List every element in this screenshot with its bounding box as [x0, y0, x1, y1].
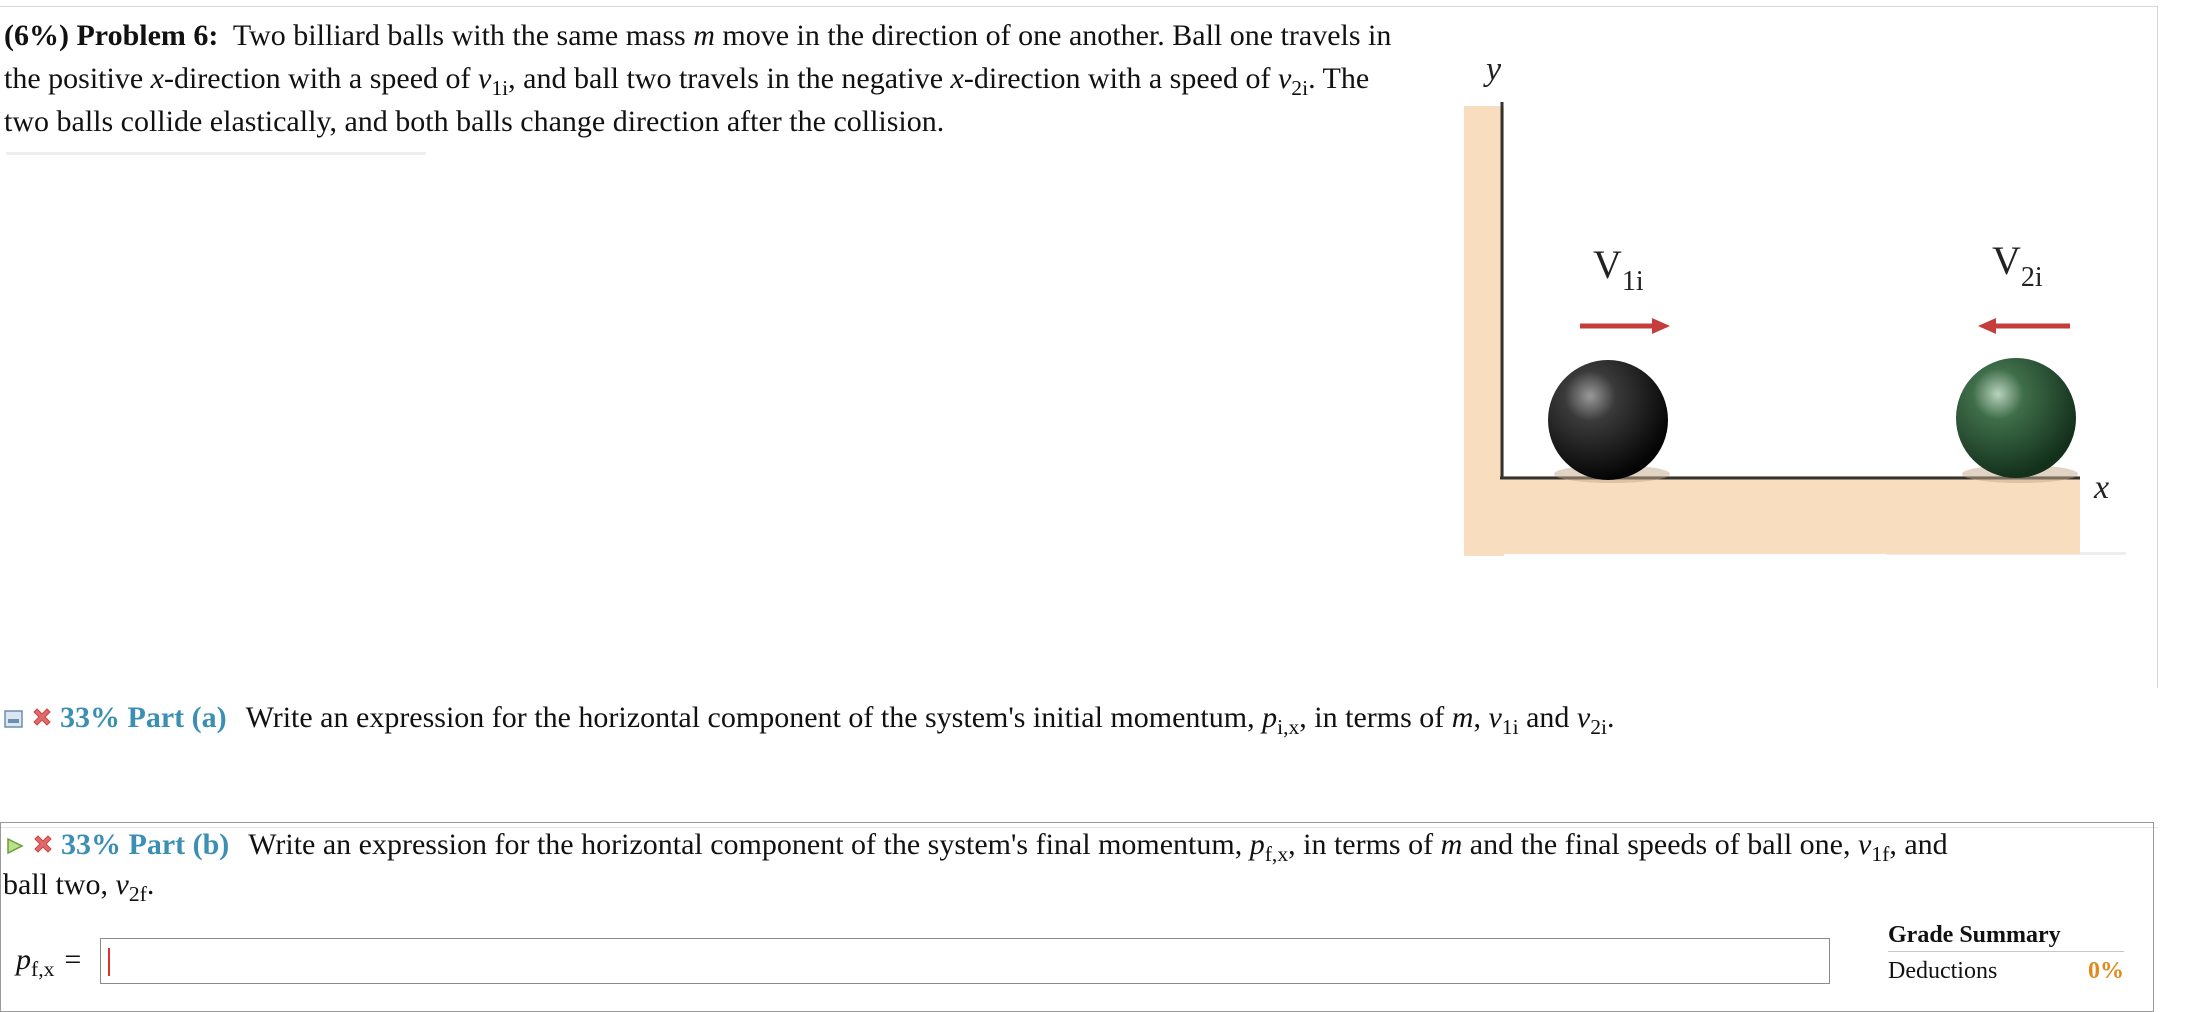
part-a-comma: ,: [1473, 701, 1489, 734]
part-b-text-2: , in terms of: [1288, 828, 1441, 861]
problem-text-5: -direction with a speed of: [963, 62, 1278, 95]
y-axis-label: y: [1486, 51, 1502, 88]
v2f-subscript: 2f: [128, 881, 147, 906]
ball-one-arrow-head: [1652, 318, 1670, 334]
v2i-subscript: 2i: [1291, 75, 1309, 100]
collision-figure: [1460, 40, 2160, 580]
v1f-subscript: 1f: [1871, 841, 1890, 866]
pfx-symbol: p: [1249, 828, 1265, 861]
grade-summary: [1888, 922, 2124, 1001]
answer-label-subscript: f,x: [31, 956, 55, 981]
mass-symbol-b: m: [1440, 828, 1463, 861]
deductions-label: Deductions: [1888, 958, 1998, 984]
x-symbol-2: x: [950, 62, 964, 95]
grade-summary-title: Grade Summary: [1888, 922, 2124, 952]
v2i-symbol: v: [1277, 62, 1292, 95]
floor-shading: [1464, 476, 2080, 554]
part-a-and: and: [1518, 701, 1577, 734]
part-b-percent: 33%: [61, 828, 121, 861]
part-b-label[interactable]: Part (b): [128, 828, 230, 861]
part-b-end: .: [146, 868, 155, 901]
problem-weight: (6%): [4, 19, 69, 52]
answer-label: [16, 940, 81, 980]
answer-equals: =: [64, 943, 82, 976]
ball-two-velocity-label: $V_{2i}$: [1992, 238, 2043, 293]
v1i-symbol-a: v: [1488, 701, 1502, 734]
text-caret: [108, 948, 110, 976]
part-a-text-2: , in terms of: [1299, 701, 1452, 734]
part-b-text-3: and the final speeds of ball one,: [1462, 828, 1858, 861]
potential-row-clipped: [1888, 991, 2124, 1001]
part-a-percent: 33%: [60, 701, 120, 734]
pix-symbol: p: [1262, 701, 1278, 734]
answer-input[interactable]: [100, 938, 1830, 984]
problem-text-6: . The two balls collide elastically, and both balls change direction after the collision.: [4, 62, 1370, 138]
part-b-line-2: [3, 865, 154, 905]
deductions-value: 0%: [2088, 958, 2124, 984]
part-a-header: [4, 698, 1615, 740]
scan-smudge: [6, 152, 426, 155]
v1i-subscript: 1i: [491, 75, 509, 100]
pix-subscript: i,x: [1277, 714, 1300, 739]
part-b-and: , and: [1889, 828, 1948, 861]
play-triangle-icon[interactable]: [5, 827, 25, 867]
x-symbol: x: [150, 62, 164, 95]
part-b-text-4: ball two,: [3, 868, 116, 901]
problem-text-1: Two billiard balls with the same mass: [232, 19, 694, 52]
part-a-text-1: Write an expression for the horizontal component of the system's initial momentum,: [245, 701, 1263, 734]
part-b-header: [5, 825, 1948, 867]
v1i-subscript-a: 1i: [1501, 714, 1519, 739]
v1f-symbol: v: [1858, 828, 1872, 861]
pfx-subscript: f,x: [1264, 841, 1289, 866]
v2f-symbol: v: [115, 868, 129, 901]
ball-one: [1548, 360, 1668, 480]
collision-diagram: [1460, 40, 2160, 580]
problem-text-3: -direction with a speed of: [163, 62, 479, 95]
part-b-text-1: Write an expression for the horizontal component of the system's final momentum,: [248, 828, 1250, 861]
v2i-subscript-a: 2i: [1590, 714, 1608, 739]
problem-title: Problem 6:: [76, 19, 219, 52]
incorrect-x-icon: [30, 700, 54, 740]
problem-text-4: , and ball two travels in the negative: [508, 62, 951, 95]
ball-two: [1956, 358, 2076, 478]
v2i-symbol-a: v: [1576, 701, 1591, 734]
v1i-symbol: v: [478, 62, 492, 95]
mass-symbol-a: m: [1451, 701, 1474, 734]
collapse-icon[interactable]: [4, 700, 24, 740]
problem-text-2: move in the direction of one another. Ball one travels in the positive: [4, 19, 1392, 95]
problem-statement: [4, 14, 1404, 143]
part-a: [0, 698, 2158, 828]
mass-symbol: m: [693, 19, 715, 52]
answer-label-symbol: p: [16, 943, 31, 976]
deductions-row: [1888, 958, 2124, 985]
incorrect-x-icon: [31, 827, 55, 867]
ball-one-velocity-label: $V_{1i}$: [1593, 242, 1644, 297]
ball-two-arrow-head: [1978, 318, 1996, 334]
part-a-end: .: [1607, 701, 1615, 734]
x-axis-label: x: [2094, 469, 2110, 506]
part-a-label[interactable]: Part (a): [127, 701, 227, 734]
